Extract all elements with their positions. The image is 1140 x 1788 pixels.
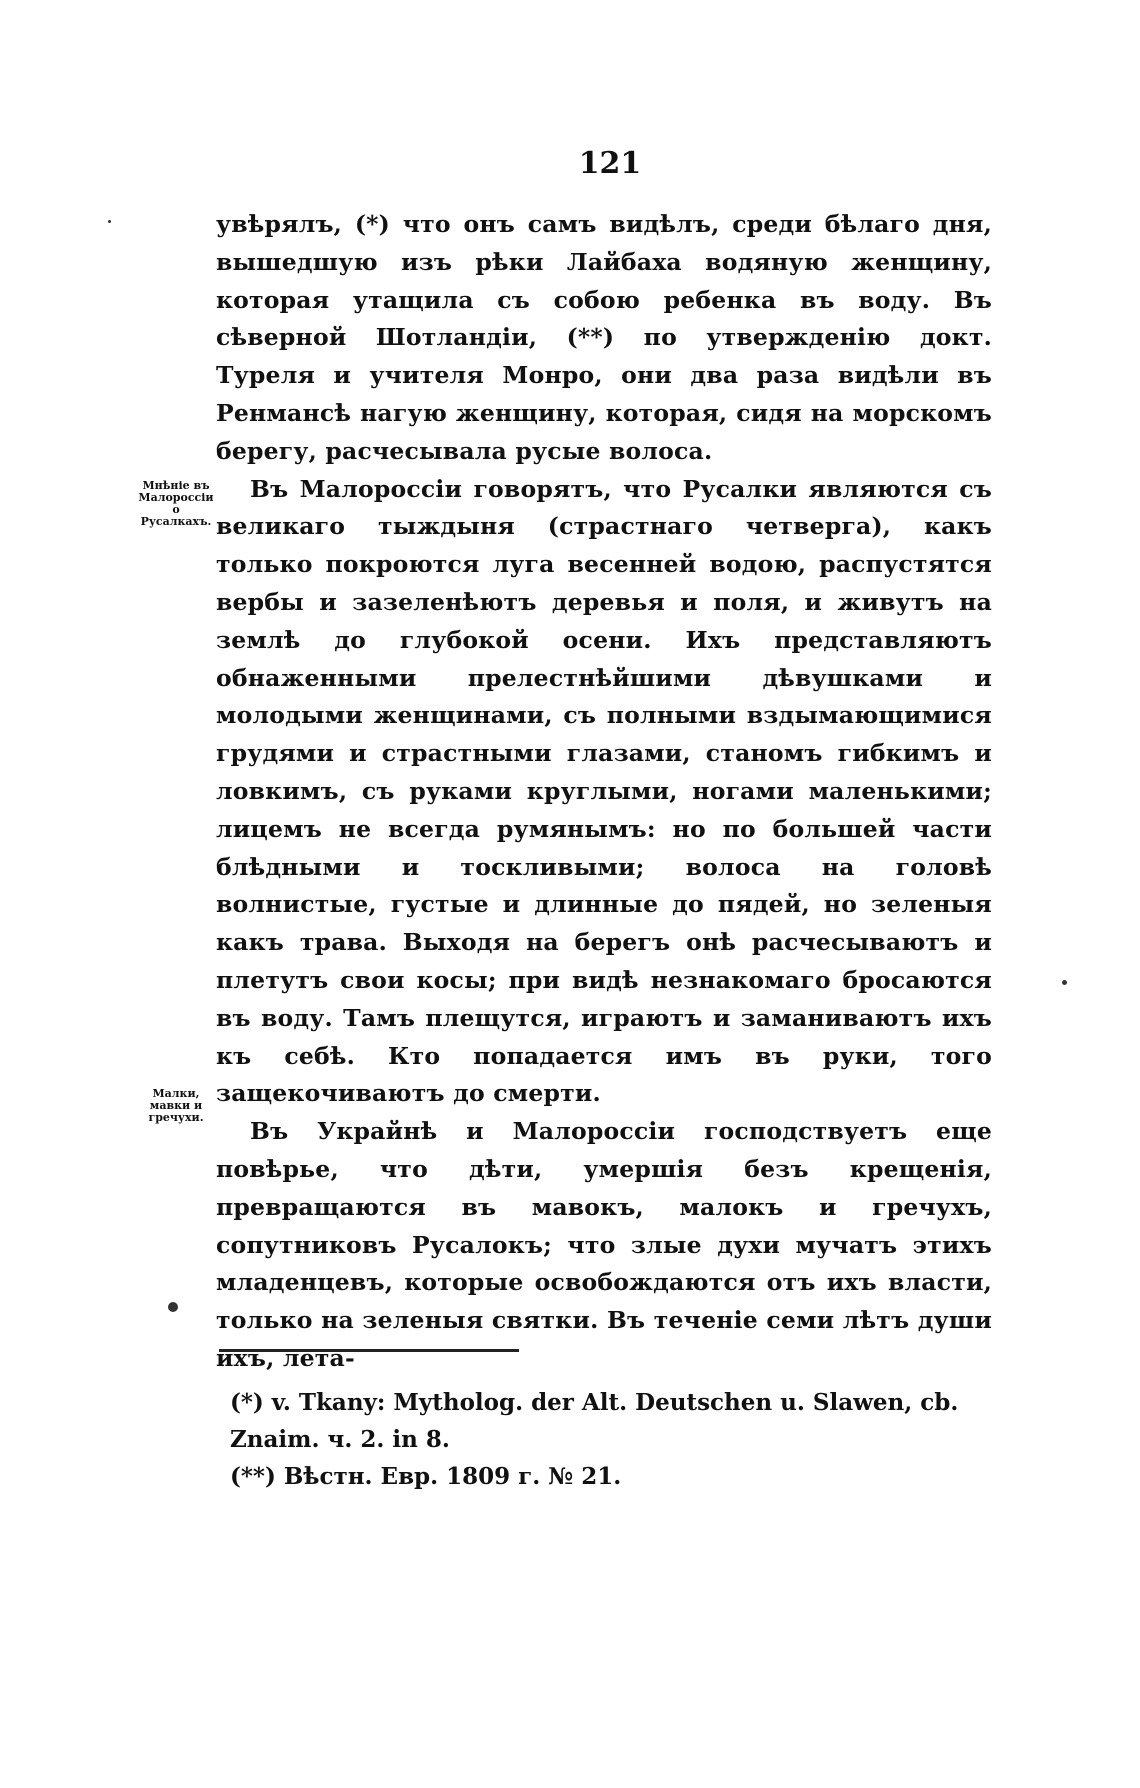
paragraph-2: Въ Малороссіи говорятъ, что Русалки являются съ великаго тыждыня (страстнаго четверга), какъ только покроются луга весенней водою, распустятся вербы и зазеленѣютъ деревья и поля, и живутъ на землѣ до глубокой осени. Ихъ представляютъ обнаженными прелестнѣйшими дѣвушками и молодыми женщинами, съ полными вздымающимися грудями и страстными глазами, станомъ гибкимъ и ловкимъ, съ руками круглыми, ногами маленькими; лицемъ не всегда румянымъ: но по большей части блѣдными и тоскливыми; волоса на головѣ волнистые, густые и длинные до пядей, но зеленыя какъ трава. Выходя на берегъ онѣ расчесываютъ и плетутъ свои косы; при видѣ незнакомаго бросаются въ воду. Тамъ плещутся, играютъ и заманиваютъ ихъ къ себѣ. Кто попадается имъ въ руки, того защекочиваютъ до смерти. bbox=[216, 474, 992, 1108]
footnotes bbox=[230, 1384, 992, 1495]
body-text bbox=[216, 206, 992, 1378]
margin-note-mavki: Малки, мавки и гречухи. bbox=[148, 1087, 204, 1124]
page-number: 121 bbox=[578, 146, 642, 181]
ink-speck bbox=[108, 220, 111, 223]
ink-speck bbox=[1062, 980, 1067, 985]
footnote-2: (**) Вѣстн. Евр. 1809 г. № 21. bbox=[230, 1463, 622, 1490]
paragraph-3: Въ Украйнѣ и Малороссіи господствуетъ еще повѣрье, что дѣти, умершія безъ крещенія, превращаются въ мавокъ, малокъ и гречухъ, сопутниковъ Русалокъ; что злые духи мучатъ этихъ младенцевъ, которые освобождаются отъ ихъ власти, только на зеленыя святки. Въ теченіе семи лѣтъ души ихъ, лета- bbox=[216, 1117, 992, 1372]
footnote-1: (*) v. Tkany: Mytholog. der Alt. Deutschen u. Slawen, cb. Znaim. ч. 2. in 8. bbox=[230, 1389, 959, 1453]
margin-note-rusalki: Мнѣніе въ Малороссіи о Русалкахъ. bbox=[138, 479, 214, 528]
ink-blot bbox=[168, 1302, 178, 1312]
footnote-rule bbox=[219, 1349, 519, 1352]
paragraph-1: увѣрялъ, (*) что онъ самъ видѣлъ, среди бѣлаго дня, вышедшую изъ рѣки Лайбаха водяную женщину, которая утащила съ собою ребенка въ воду. Въ сѣверной Шотландіи, (**) по утвержденію докт. Туреля и учителя Монро, они два раза видѣли въ Ренмансѣ нагую женщину, которая, сидя на морскомъ берегу, расчесывала русые волоса. bbox=[216, 210, 992, 465]
